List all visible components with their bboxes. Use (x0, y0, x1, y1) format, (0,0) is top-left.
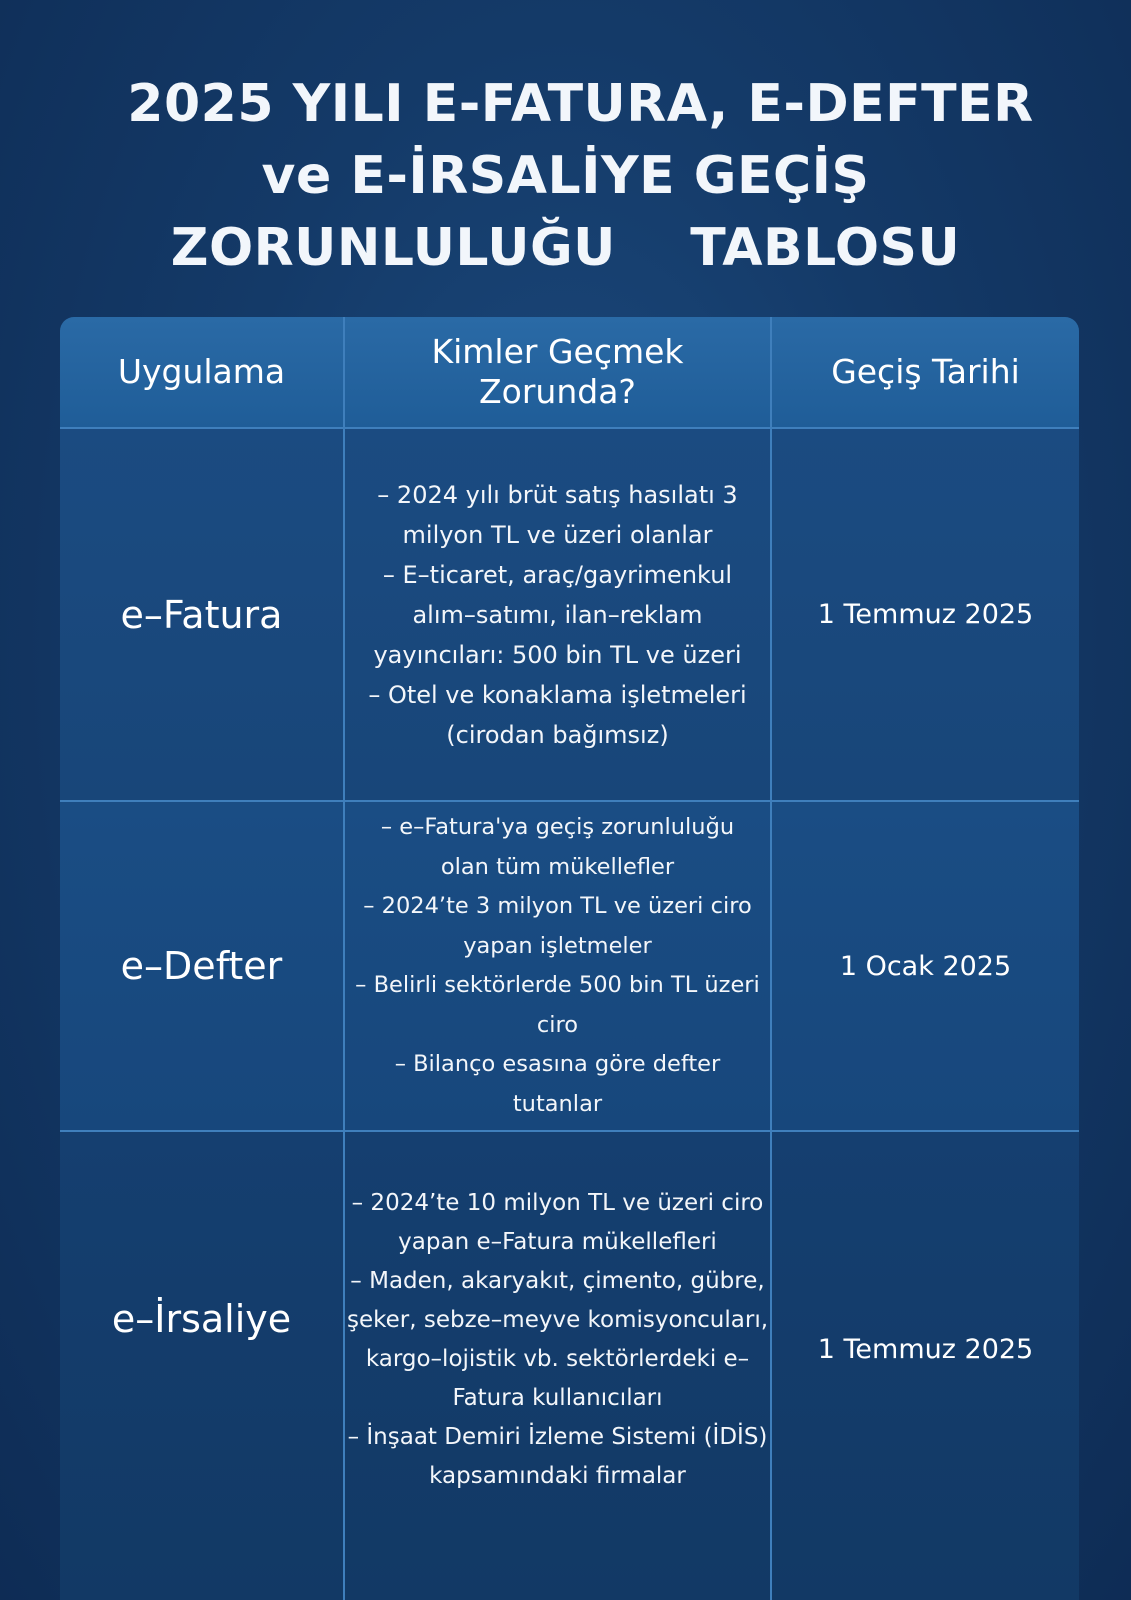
table-header (60, 317, 1079, 429)
requirement-line: – E–ticaret, araç/gayrimenkul (382, 560, 733, 589)
requirement-line: – Maden, akaryakıt, çimento, gübre, (350, 1268, 765, 1294)
transition-date: 1 Temmuz 2025 (817, 599, 1034, 630)
requirement-line: – Belirli sektörlerde 500 bin TL üzeri (355, 972, 760, 998)
date-cell (772, 1132, 1079, 1600)
application-cell (60, 1132, 343, 1600)
requirement-text (360, 475, 754, 755)
title-line-1: 2025 YILI E-FATURA, E-DEFTER (127, 74, 1034, 134)
transition-table (60, 317, 1079, 1600)
application-cell (60, 429, 343, 800)
requirement-line: tutanlar (512, 1090, 603, 1117)
requirement-line: – 2024’te 3 milyon TL ve üzeri ciro (363, 893, 752, 919)
requirement-cell (345, 1132, 770, 1600)
requirement-line: yayıncıları: 500 bin TL ve üzeri (373, 640, 742, 669)
table-row (60, 429, 1079, 802)
requirement-line: alım–satımı, ilan–reklam (412, 600, 703, 629)
application-name: e–İrsaliye (111, 1297, 292, 1341)
header-application-label: Uygulama (117, 352, 286, 391)
header-date-label: Geçiş Tarihi (831, 352, 1020, 391)
requirement-line: şeker, sebze–meyve komisyoncuları, (346, 1307, 769, 1333)
requirement-line: kapsamındaki firmalar (429, 1463, 686, 1489)
requirement-text (347, 808, 768, 1124)
requirement-line: – 2024’te 10 milyon TL ve üzeri ciro (351, 1190, 764, 1216)
requirement-line: – Otel ve konaklama işletmeleri (368, 680, 747, 709)
title-line-3: ZORUNLULUĞU TABLOSU (170, 218, 961, 278)
requirement-line: – İnşaat Demiri İzleme Sistemi (İDİS) (347, 1424, 768, 1450)
header-who (345, 317, 770, 427)
transition-date: 1 Temmuz 2025 (817, 1334, 1034, 1365)
requirement-line: – e–Fatura'ya geçiş zorunluluğu (380, 814, 735, 840)
application-name: e–Defter (120, 944, 283, 988)
application-name: e–Fatura (120, 592, 283, 637)
title-line-2: ve E-İRSALİYE GEÇİŞ (261, 146, 870, 206)
table-row (60, 802, 1079, 1132)
requirement-cell (345, 802, 770, 1130)
requirement-line: kargo–lojistik vb. sektörlerdeki e– (365, 1346, 750, 1372)
header-who-line-2: Zorunda? (479, 372, 636, 411)
header-date (772, 317, 1079, 427)
column-divider (770, 317, 772, 1600)
transition-date: 1 Ocak 2025 (839, 950, 1012, 982)
date-cell (772, 429, 1079, 800)
requirement-line: – 2024 yılı brüt satış hasılatı 3 (377, 480, 738, 509)
requirement-line: Fatura kullanıcıları (452, 1385, 663, 1411)
requirement-line: – Bilanço esasına göre defter (394, 1051, 721, 1077)
requirement-line: ciro (536, 1011, 579, 1038)
header-who-line-1: Kimler Geçmek (431, 332, 684, 371)
application-cell (60, 802, 343, 1130)
requirement-line: yapan işletmeler (463, 932, 652, 959)
requirement-line: (cirodan bağımsız) (446, 720, 669, 749)
requirement-text (339, 1184, 776, 1496)
page-title (0, 68, 1131, 284)
table-row (60, 1132, 1079, 1600)
requirement-line: olan tüm mükellefler (440, 853, 675, 880)
date-cell (772, 802, 1079, 1130)
requirement-line: milyon TL ve üzeri olanlar (402, 520, 713, 549)
column-divider (343, 317, 345, 1600)
header-application (60, 317, 343, 427)
requirement-cell (345, 429, 770, 800)
requirement-line: yapan e–Fatura mükellefleri (398, 1229, 717, 1255)
